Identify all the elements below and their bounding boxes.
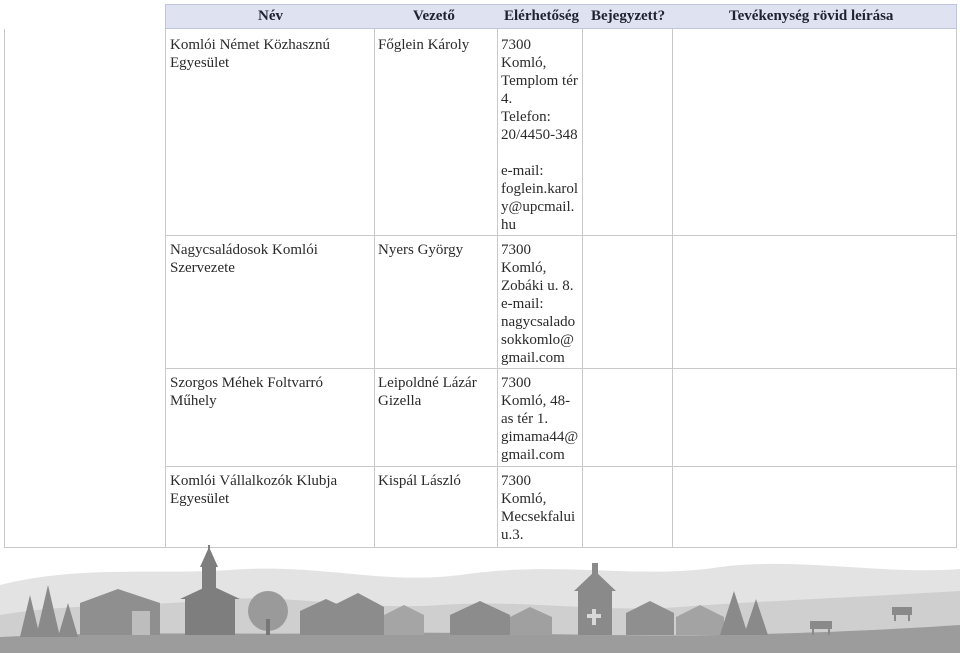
header-contact: Elérhetőség <box>504 8 579 24</box>
village-landscape-illustration <box>0 545 960 653</box>
row-2-name <box>170 241 318 277</box>
row-2-contact <box>501 241 575 367</box>
row-1-leader <box>378 36 469 54</box>
row-3-leader-line: Leipoldné Lázár <box>378 375 477 391</box>
contact-line: 20/4450-348 <box>501 127 578 143</box>
contact-line: e-mail: <box>501 163 544 179</box>
row-2-name-line: Szervezete <box>170 260 235 276</box>
contact-line: Komló, <box>501 491 547 507</box>
row-3-leader <box>378 374 477 410</box>
contact-line: 4. <box>501 91 513 107</box>
contact-line: Komló, <box>501 55 547 71</box>
row-4-name <box>170 472 337 508</box>
contact-line: u.3. <box>501 527 524 543</box>
header-leader: Vezető <box>413 8 455 24</box>
contact-line: gmail.com <box>501 350 565 366</box>
contact-line: 7300 <box>501 473 531 489</box>
organizations-table <box>4 4 957 548</box>
contact-line: Komló, 48- <box>501 393 571 409</box>
row-4-contact <box>501 472 575 544</box>
contact-line: y@upcmail. <box>501 199 575 215</box>
contact-line: 7300 <box>501 37 531 53</box>
row-1-name-line: Egyesület <box>170 55 230 71</box>
row-1-leader-line: Főglein Károly <box>378 37 470 53</box>
contact-line: Zobáki u. 8. <box>501 278 574 294</box>
row-3-name-line: Szorgos Méhek Foltvarró <box>170 375 324 391</box>
row-4-name-line: Komlói Vállalkozók Klubja <box>170 473 338 489</box>
contact-line: e-mail: <box>501 296 544 312</box>
row-3-name-line: Műhely <box>170 393 217 409</box>
header-registered: Bejegyzett? <box>591 8 666 24</box>
contact-line: Komló, <box>501 260 547 276</box>
contact-line: as tér 1. <box>501 411 549 427</box>
row-3-contact <box>501 374 578 464</box>
row-2-leader-line: Nyers György <box>378 242 464 258</box>
contact-line: gmail.com <box>501 447 565 463</box>
contact-line: nagycsalado <box>501 314 576 330</box>
row-3-leader-line: Gizella <box>378 393 422 409</box>
header-name: Név <box>258 8 283 24</box>
contact-line <box>501 144 578 162</box>
contact-line: sokkomlo@ <box>501 332 574 348</box>
contact-line: 7300 <box>501 242 531 258</box>
row-4-leader <box>378 472 461 490</box>
contact-line: 7300 <box>501 375 531 391</box>
header-activity: Tevékenység rövid leírása <box>729 8 894 24</box>
row-1-name-line: Komlói Német Közhasznú <box>170 37 330 53</box>
row-1-contact <box>501 36 578 234</box>
contact-line: foglein.karol <box>501 181 579 197</box>
row-3-name <box>170 374 323 410</box>
table-header-row <box>165 4 957 29</box>
row-2-name-line: Nagycsaládosok Komlói <box>170 242 318 258</box>
contact-line: hu <box>501 217 516 233</box>
row-1-name <box>170 36 330 72</box>
row-4-name-line: Egyesület <box>170 491 230 507</box>
row-4-leader-line: Kispál László <box>378 473 461 489</box>
contact-line: gimama44@ <box>501 429 579 445</box>
row-2-leader <box>378 241 463 259</box>
contact-line: Telefon: <box>501 109 551 125</box>
contact-line: Mecsekfalui <box>501 509 576 525</box>
contact-line: Templom tér <box>501 73 578 89</box>
